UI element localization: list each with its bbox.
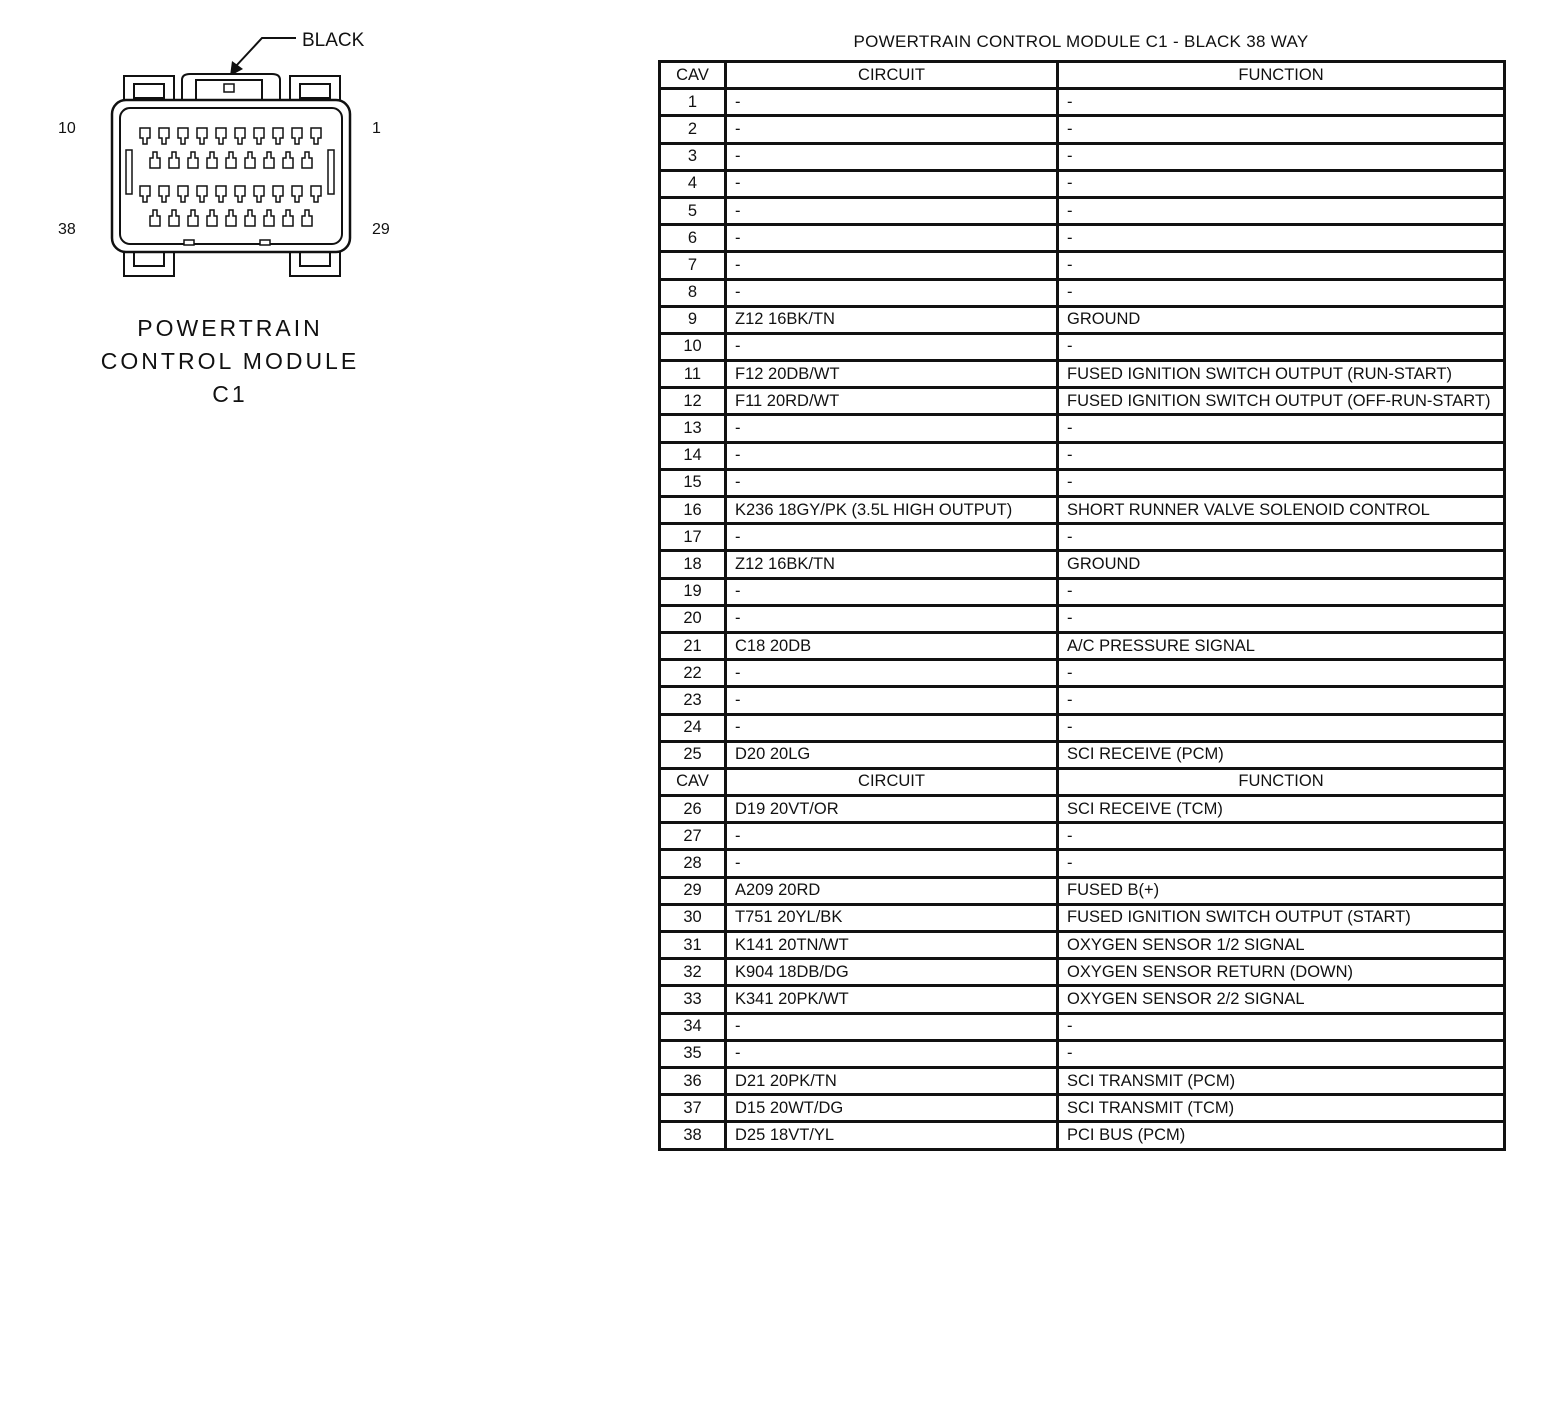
- function-cell: -: [1058, 605, 1505, 632]
- cav-cell: 26: [660, 796, 726, 823]
- cav-cell: 10: [660, 333, 726, 360]
- table-body: [660, 89, 1505, 1149]
- table-row: [660, 741, 1505, 768]
- cav-cell: 15: [660, 469, 726, 496]
- circuit-cell: D19 20VT/OR: [726, 796, 1058, 823]
- circuit-cell: D25 18VT/YL: [726, 1122, 1058, 1149]
- cav-cell: 12: [660, 388, 726, 415]
- table-row: [660, 796, 1505, 823]
- table-row: [660, 986, 1505, 1013]
- table-row: [660, 877, 1505, 904]
- cav-cell: 29: [660, 877, 726, 904]
- table-row: [660, 687, 1505, 714]
- circuit-cell: -: [726, 823, 1058, 850]
- cav-cell: 20: [660, 605, 726, 632]
- table-row: [660, 361, 1505, 388]
- circuit-cell: F11 20RD/WT: [726, 388, 1058, 415]
- circuit-cell: -: [726, 578, 1058, 605]
- table-row: [660, 333, 1505, 360]
- table-row: [660, 1040, 1505, 1067]
- table-row: [660, 1013, 1505, 1040]
- header-cav: CAV: [660, 62, 726, 89]
- circuit-cell: A209 20RD: [726, 877, 1058, 904]
- cav-cell: 19: [660, 578, 726, 605]
- table-row: [660, 605, 1505, 632]
- table-row: [660, 932, 1505, 959]
- pin-label-10: 10: [58, 120, 76, 137]
- circuit-cell: -: [726, 1013, 1058, 1040]
- circuit-cell: -: [726, 197, 1058, 224]
- circuit-cell: -: [726, 687, 1058, 714]
- cav-cell: 6: [660, 225, 726, 252]
- circuit-cell: D15 20WT/DG: [726, 1095, 1058, 1122]
- function-cell: -: [1058, 442, 1505, 469]
- cav-cell: 1: [660, 89, 726, 116]
- table-row: [660, 850, 1505, 877]
- function-cell: OXYGEN SENSOR RETURN (DOWN): [1058, 959, 1505, 986]
- cav-cell: 27: [660, 823, 726, 850]
- table-row: [660, 89, 1505, 116]
- circuit-cell: K141 20TN/WT: [726, 932, 1058, 959]
- circuit-cell: -: [726, 116, 1058, 143]
- circuit-cell: -: [726, 1040, 1058, 1067]
- circuit-cell: -: [726, 714, 1058, 741]
- circuit-cell: -: [726, 442, 1058, 469]
- cav-cell: 34: [660, 1013, 726, 1040]
- table-row: [660, 578, 1505, 605]
- connector-diagram: [0, 0, 460, 300]
- table-row: [660, 306, 1505, 333]
- function-cell: -: [1058, 116, 1505, 143]
- circuit-cell: D20 20LG: [726, 741, 1058, 768]
- circuit-cell: -: [726, 469, 1058, 496]
- circuit-cell: T751 20YL/BK: [726, 904, 1058, 931]
- circuit-cell: -: [726, 89, 1058, 116]
- function-cell: SCI RECEIVE (TCM): [1058, 796, 1505, 823]
- table-row: [660, 442, 1505, 469]
- function-cell: SHORT RUNNER VALVE SOLENOID CONTROL: [1058, 497, 1505, 524]
- circuit-cell: K341 20PK/WT: [726, 986, 1058, 1013]
- cav-cell: 2: [660, 116, 726, 143]
- table-row: [660, 714, 1505, 741]
- table-row: [660, 252, 1505, 279]
- table-row: [660, 551, 1505, 578]
- cav-cell: 25: [660, 741, 726, 768]
- circuit-cell: -: [726, 415, 1058, 442]
- caption-line-2: CONTROL MODULE: [100, 348, 360, 374]
- function-cell: -: [1058, 823, 1505, 850]
- bottom-key-right: [260, 240, 270, 245]
- function-cell: -: [1058, 1013, 1505, 1040]
- function-cell: -: [1058, 660, 1505, 687]
- table-header-row: [660, 62, 1505, 89]
- table-row: [660, 660, 1505, 687]
- cav-cell: 22: [660, 660, 726, 687]
- cav-cell: 18: [660, 551, 726, 578]
- table-row: [660, 904, 1505, 931]
- function-cell: A/C PRESSURE SIGNAL: [1058, 632, 1505, 659]
- function-cell: SCI RECEIVE (PCM): [1058, 741, 1505, 768]
- cav-cell: 24: [660, 714, 726, 741]
- cav-cell: 33: [660, 986, 726, 1013]
- color-label: BLACK: [302, 30, 365, 51]
- header-function: FUNCTION: [1058, 62, 1505, 89]
- table-row: [660, 1122, 1505, 1149]
- function-cell: -: [1058, 170, 1505, 197]
- caption-line-1: POWERTRAIN: [137, 315, 323, 341]
- function-cell: FUSED IGNITION SWITCH OUTPUT (RUN-START): [1058, 361, 1505, 388]
- table-row: [660, 469, 1505, 496]
- table-row: [660, 823, 1505, 850]
- circuit-cell: -: [726, 850, 1058, 877]
- cav-cell: 35: [660, 1040, 726, 1067]
- header-circuit: CIRCUIT: [726, 62, 1058, 89]
- cav-cell: 3: [660, 143, 726, 170]
- cav-cell: 16: [660, 497, 726, 524]
- function-cell: GROUND: [1058, 551, 1505, 578]
- table-header-row: [660, 768, 1505, 795]
- function-cell: -: [1058, 687, 1505, 714]
- table-row: [660, 632, 1505, 659]
- function-cell: -: [1058, 524, 1505, 551]
- pin-label-1: 1: [372, 120, 381, 137]
- table-row: [660, 524, 1505, 551]
- circuit-cell: -: [726, 333, 1058, 360]
- cav-cell: 21: [660, 632, 726, 659]
- table-row: [660, 225, 1505, 252]
- cav-cell: 38: [660, 1122, 726, 1149]
- cav-cell: 32: [660, 959, 726, 986]
- function-cell: OXYGEN SENSOR 2/2 SIGNAL: [1058, 986, 1505, 1013]
- table-row: [660, 1067, 1505, 1094]
- circuit-cell: D21 20PK/TN: [726, 1067, 1058, 1094]
- function-cell: FUSED B(+): [1058, 877, 1505, 904]
- table-row: [660, 197, 1505, 224]
- cav-cell: 8: [660, 279, 726, 306]
- function-cell: FUSED IGNITION SWITCH OUTPUT (START): [1058, 904, 1505, 931]
- circuit-cell: -: [726, 660, 1058, 687]
- cav-cell: 14: [660, 442, 726, 469]
- connector-outer-shell: [112, 100, 350, 252]
- table-row: [660, 279, 1505, 306]
- caption-line-3: C1: [212, 381, 248, 407]
- function-cell: FUSED IGNITION SWITCH OUTPUT (OFF-RUN-START): [1058, 388, 1505, 415]
- function-cell: -: [1058, 1040, 1505, 1067]
- function-cell: -: [1058, 89, 1505, 116]
- function-cell: -: [1058, 252, 1505, 279]
- cav-cell: 28: [660, 850, 726, 877]
- header-circuit: CIRCUIT: [726, 768, 1058, 795]
- table-row: [660, 415, 1505, 442]
- circuit-cell: -: [726, 279, 1058, 306]
- function-cell: -: [1058, 279, 1505, 306]
- function-cell: -: [1058, 714, 1505, 741]
- cav-cell: 31: [660, 932, 726, 959]
- function-cell: SCI TRANSMIT (PCM): [1058, 1067, 1505, 1094]
- function-cell: -: [1058, 333, 1505, 360]
- function-cell: -: [1058, 415, 1505, 442]
- circuit-cell: C18 20DB: [726, 632, 1058, 659]
- pin-label-29: 29: [372, 221, 390, 238]
- cav-cell: 13: [660, 415, 726, 442]
- circuit-cell: F12 20DB/WT: [726, 361, 1058, 388]
- circuit-cell: Z12 16BK/TN: [726, 306, 1058, 333]
- function-cell: GROUND: [1058, 306, 1505, 333]
- circuit-cell: -: [726, 252, 1058, 279]
- callout-leader: [236, 38, 296, 66]
- circuit-cell: -: [726, 143, 1058, 170]
- table-row: [660, 143, 1505, 170]
- function-cell: OXYGEN SENSOR 1/2 SIGNAL: [1058, 932, 1505, 959]
- header-cav: CAV: [660, 768, 726, 795]
- circuit-cell: -: [726, 225, 1058, 252]
- table-row: [660, 959, 1505, 986]
- header-function: FUNCTION: [1058, 768, 1505, 795]
- cav-cell: 36: [660, 1067, 726, 1094]
- connector-caption: [60, 312, 400, 411]
- function-cell: -: [1058, 225, 1505, 252]
- table-row: [660, 116, 1505, 143]
- table-title: POWERTRAIN CONTROL MODULE C1 - BLACK 38 WAY: [853, 32, 1309, 51]
- cav-cell: 23: [660, 687, 726, 714]
- function-cell: -: [1058, 469, 1505, 496]
- table-row: [660, 170, 1505, 197]
- polarizing-key: [224, 84, 234, 92]
- circuit-cell: -: [726, 605, 1058, 632]
- cav-cell: 9: [660, 306, 726, 333]
- function-cell: -: [1058, 578, 1505, 605]
- function-cell: -: [1058, 197, 1505, 224]
- circuit-cell: -: [726, 170, 1058, 197]
- cav-cell: 17: [660, 524, 726, 551]
- cav-cell: 11: [660, 361, 726, 388]
- function-cell: SCI TRANSMIT (TCM): [1058, 1095, 1505, 1122]
- pin-label-38: 38: [58, 221, 76, 238]
- circuit-cell: K236 18GY/PK (3.5L HIGH OUTPUT): [726, 497, 1058, 524]
- cav-cell: 7: [660, 252, 726, 279]
- circuit-cell: -: [726, 524, 1058, 551]
- function-cell: -: [1058, 850, 1505, 877]
- table-row: [660, 1095, 1505, 1122]
- cav-cell: 37: [660, 1095, 726, 1122]
- circuit-cell: K904 18DB/DG: [726, 959, 1058, 986]
- table-row: [660, 388, 1505, 415]
- pinout-table: [658, 60, 1506, 1151]
- bottom-key-left: [184, 240, 194, 245]
- cav-cell: 30: [660, 904, 726, 931]
- function-cell: -: [1058, 143, 1505, 170]
- cav-cell: 4: [660, 170, 726, 197]
- cav-cell: 5: [660, 197, 726, 224]
- table-row: [660, 497, 1505, 524]
- circuit-cell: Z12 16BK/TN: [726, 551, 1058, 578]
- function-cell: PCI BUS (PCM): [1058, 1122, 1505, 1149]
